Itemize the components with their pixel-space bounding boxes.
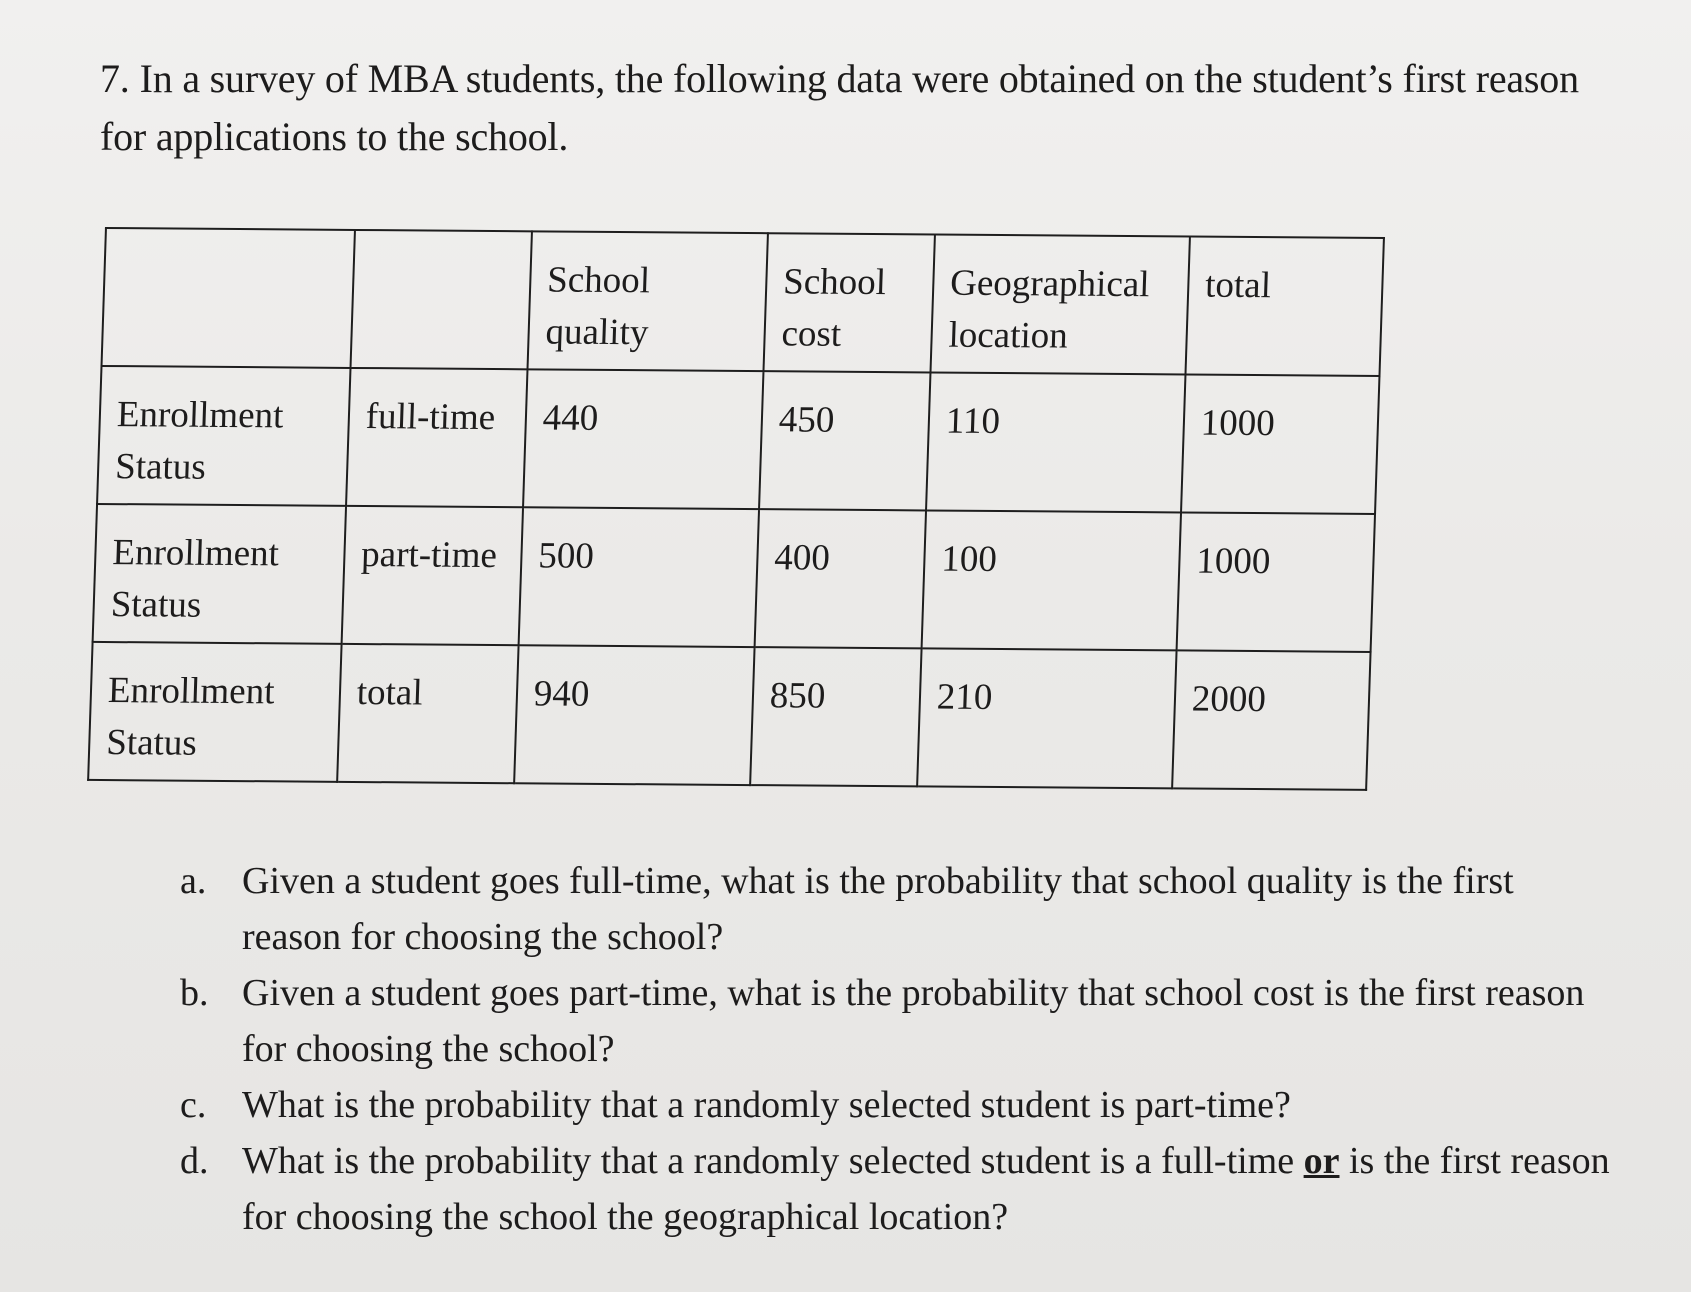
row-label-cell bbox=[93, 504, 346, 644]
header-cell-empty-1 bbox=[102, 228, 355, 368]
sub-question-b bbox=[180, 965, 1620, 1077]
header-text: School bbox=[546, 259, 651, 302]
row-category-cell: part-time bbox=[341, 506, 523, 645]
sub-question-c bbox=[180, 1077, 1620, 1133]
sub-question-letter: a. bbox=[180, 860, 207, 902]
sub-question-letter: d. bbox=[180, 1140, 209, 1182]
header-cell-geographical-location bbox=[930, 235, 1189, 375]
row-label-text: Enrollment bbox=[111, 532, 280, 575]
row-category-cell: full-time bbox=[346, 368, 528, 507]
header-text: location bbox=[947, 314, 1069, 357]
table-cell: 210 bbox=[917, 648, 1176, 788]
sub-question-a bbox=[180, 853, 1620, 965]
row-label-text: Status bbox=[105, 722, 198, 764]
row-label-cell bbox=[97, 366, 350, 506]
question-7 bbox=[100, 50, 1620, 166]
row-label-cell bbox=[88, 642, 341, 782]
header-cell-school-quality bbox=[527, 231, 767, 371]
table-cell: 940 bbox=[514, 645, 754, 785]
row-label-text: Enrollment bbox=[107, 670, 276, 713]
question-number: 7. bbox=[100, 56, 130, 101]
header-cell-total: total bbox=[1185, 237, 1384, 376]
sub-question-d bbox=[180, 1133, 1620, 1245]
table-cell: 850 bbox=[750, 647, 921, 786]
table-cell: 440 bbox=[523, 369, 763, 509]
row-category-cell: total bbox=[337, 644, 519, 783]
table-cell: 400 bbox=[754, 509, 925, 648]
table-header-row bbox=[102, 228, 1384, 376]
row-label-text: Status bbox=[110, 584, 202, 626]
table-cell: 100 bbox=[921, 510, 1180, 650]
row-label-text: Enrollment bbox=[116, 394, 285, 437]
header-text: cost bbox=[780, 313, 842, 355]
table-row-total bbox=[88, 642, 1370, 790]
sub-question-text: What is the probability that a randomly selected student is part-time? bbox=[242, 1084, 1291, 1126]
table-cell: 1000 bbox=[1181, 374, 1380, 513]
header-cell-school-cost bbox=[763, 233, 934, 372]
question-text: In a survey of MBA students, the following data were obtained on the student’s first reason for applications to the school. bbox=[100, 56, 1579, 159]
table-cell: 450 bbox=[759, 371, 930, 510]
sub-question-letter: c. bbox=[180, 1084, 207, 1126]
row-label-text: Status bbox=[114, 446, 207, 488]
sub-question-text-after: is the first reason for choosing the school the geographical location? bbox=[242, 1140, 1610, 1238]
header-text: quality bbox=[544, 311, 650, 354]
header-text: Geographical bbox=[949, 262, 1151, 306]
table-cell: 2000 bbox=[1172, 650, 1371, 789]
table-cell: 110 bbox=[926, 372, 1185, 512]
header-text: School bbox=[782, 261, 887, 304]
sub-question-text-before: What is the probability that a randomly selected student is a full-time bbox=[242, 1140, 1304, 1182]
sub-question-text: Given a student goes part-time, what is the probability that school cost is the first reason for choosing the school? bbox=[242, 972, 1585, 1070]
sub-question-text: Given a student goes full-time, what is the probability that school quality is the first reason for choosing the school? bbox=[242, 860, 1514, 958]
table-cell: 500 bbox=[518, 507, 758, 647]
table-row-part-time bbox=[93, 504, 1375, 652]
survey-data-table bbox=[87, 227, 1385, 791]
emphasis-or: or bbox=[1303, 1140, 1340, 1182]
table-cell: 1000 bbox=[1176, 512, 1375, 651]
sub-question-list bbox=[180, 853, 1620, 1245]
sub-question-letter: b. bbox=[180, 972, 209, 1014]
header-cell-empty-2 bbox=[350, 230, 532, 369]
table-row-full-time bbox=[97, 366, 1379, 514]
